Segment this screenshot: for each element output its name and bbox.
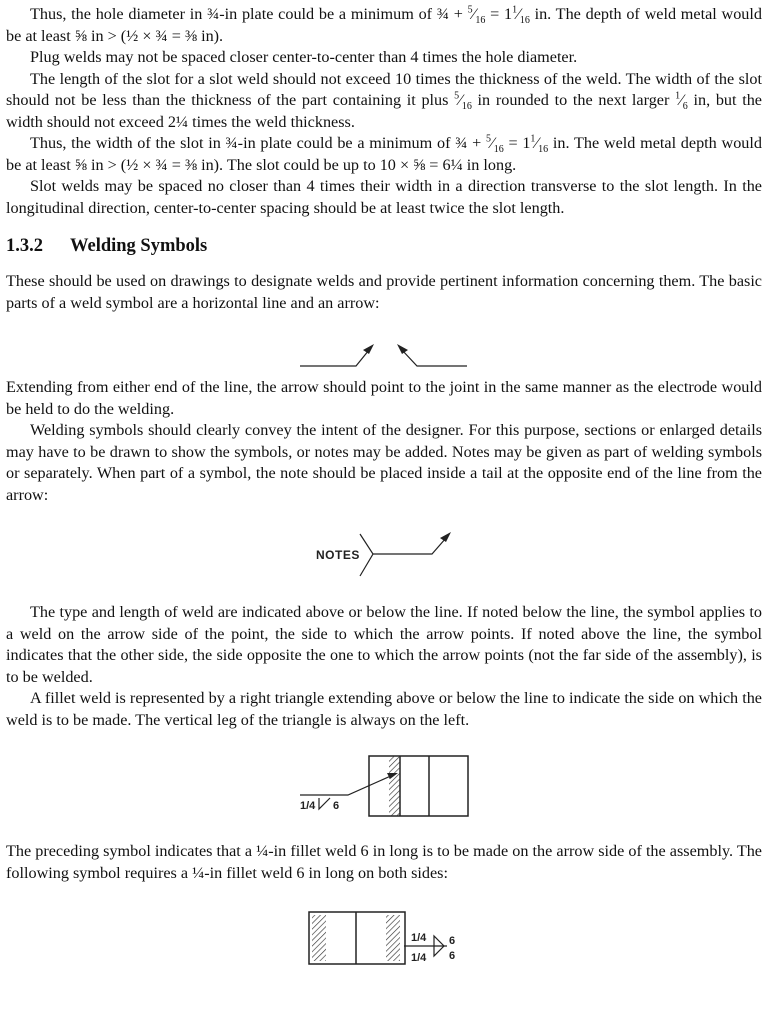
text-run: in rounded to the next larger	[471, 91, 676, 109]
figure-fillet-both-sides	[6, 884, 762, 984]
tail-bracket	[360, 534, 373, 576]
figure-basic-arrows	[6, 314, 762, 377]
weld-size-label: 1/4	[300, 800, 316, 812]
fraction-denominator: 16	[461, 101, 472, 113]
fraction-numerator: 5	[467, 4, 473, 16]
fraction-denominator: 16	[475, 15, 486, 27]
weld-length-label: 6	[333, 800, 340, 812]
arrowhead-left-icon	[397, 344, 408, 354]
paragraph-arrow-direction: Extending from either end of the line, the arrow should point to the joint in the same manner as the electrode would be held to do the welding.	[6, 378, 762, 418]
figure-fillet-arrow-side	[6, 731, 762, 841]
arrowhead-icon	[440, 532, 451, 542]
weld-hatch-left	[312, 915, 326, 961]
paragraph-plug-spacing: Plug welds may not be spaced closer center-to-center than 4 times the hole diameter.	[30, 48, 578, 66]
fraction-one-sixteenth: $^1⁄_6$	[675, 90, 688, 113]
paragraph-fillet-triangle: A fillet weld is represented by a right triangle extending above or below the line to indicate the side on which the weld is to be made. The vertical leg of the triangle is always on the left.	[6, 689, 762, 729]
line-with-arrow-left	[402, 350, 467, 366]
section-number: 1.3.2	[6, 236, 43, 256]
weld-hatch-right	[386, 915, 400, 961]
text-run: Thus, the hole diameter in ¾-in plate could be a minimum of ¾ +	[30, 5, 468, 23]
fraction-denominator: 6	[682, 101, 688, 113]
fraction-numerator: 5	[454, 90, 460, 102]
paragraph-plug-hole-diameter	[6, 4, 762, 47]
section-title: Welding Symbols	[70, 236, 208, 256]
paragraph-weld-side: The type and length of weld are indicated above or below the line. If noted below the line, the symbol applies to a weld on the arrow side of the point, the side to which the arrow points. If noted above the line, the symbol indicates that the other side, the side opposite the one to which the arrow points (not the far side of the assembly), is to be welded.	[6, 603, 762, 686]
text-run: The length of the slot for a slot weld should not exceed 10 times the thickness of the weld. The width of the slot should not be less than the thickness of the part containing it plus	[6, 69, 762, 109]
text-run: Thus, the width of the slot in ¾-in plate could be a minimum of ¾ +	[30, 134, 486, 152]
fraction-five-sixteenths: $^5⁄_{16}$	[467, 4, 486, 27]
assembly-outline	[369, 756, 468, 816]
fraction-numerator: 5	[485, 133, 491, 145]
fraction-denominator: 16	[493, 144, 504, 156]
text-run: = 1	[503, 134, 531, 152]
figure-notes-tail	[6, 506, 762, 602]
fraction-denominator: 16	[519, 15, 530, 27]
fillet-both-sides-drawing	[6, 884, 762, 984]
document-page	[6, 4, 762, 984]
arrowhead-right-icon	[363, 344, 374, 354]
weld-length-top-label: 6	[449, 935, 456, 947]
text-run: in. The weld metal depth would be at least ⅝ in > (½ × ¾ = ⅜ in). The slot could be up to 10 × ⅝ = 6¼ in long.	[6, 134, 762, 174]
fraction-one-sixteenth: $^1⁄_{16}$	[512, 4, 530, 27]
weld-hatch	[389, 756, 400, 816]
text-run: = 1	[485, 5, 513, 23]
fillet-triangle-icon	[319, 798, 330, 809]
basic-arrows-drawing	[6, 314, 762, 377]
reference-line-with-arrow	[300, 775, 393, 795]
text-run: in. The depth of weld metal would be at least ⅝ in > (½ × ¾ = ⅜ in).	[6, 5, 762, 45]
notes-label: NOTES	[316, 548, 360, 562]
notes-tail-drawing	[6, 506, 762, 602]
reference-line-with-arrow	[373, 538, 446, 554]
line-with-arrow-right	[300, 350, 369, 366]
fillet-arrow-side-drawing	[6, 731, 762, 841]
weld-size-bottom-label: 1/4	[411, 952, 427, 964]
weld-length-bottom-label: 6	[449, 950, 456, 962]
fraction-denominator: 16	[538, 144, 549, 156]
fraction-five-sixteenths: $^5⁄_{16}$	[485, 133, 504, 156]
paragraph-slot-spacing: Slot welds may be spaced no closer than 4 times their width in a direction transverse to the slot length. In the longitudinal direction, center-to-center spacing should be at least twice the slot length.	[6, 177, 762, 217]
paragraph-slot-length	[6, 69, 762, 134]
text-run: in, but the width should not exceed 2¼ times the weld thickness.	[6, 91, 762, 131]
fraction-five-sixteenths: $^5⁄_{16}$	[454, 90, 472, 113]
fraction-numerator: 1	[530, 133, 536, 145]
paragraph-slot-width	[6, 133, 762, 176]
paragraph-notes: Welding symbols should clearly convey the intent of the designer. For this purpose, sections or enlarged details may have to be drawn to show the symbols, or notes may be added. Notes may be given as part of welding symbols or separately. When part of a symbol, the note should be placed inside a tail at the opposite end of the line from the arrow:	[6, 421, 762, 504]
section-heading	[6, 235, 762, 257]
fraction-one-sixteenth: $^1⁄_{16}$	[530, 133, 549, 156]
paragraph-fillet-both-sides: The preceding symbol indicates that a ¼-in fillet weld 6 in long is to be made on the arrow side of the assembly. The following symbol requires a ¼-in fillet weld 6 in long on both sides:	[6, 842, 762, 882]
fraction-numerator: 1	[512, 4, 518, 16]
paragraph-symbol-intro: These should be used on drawings to designate welds and provide pertinent information concerning them. The basic parts of a weld symbol are a horizontal line and an arrow:	[6, 272, 762, 312]
weld-size-top-label: 1/4	[411, 932, 427, 944]
fraction-numerator: 1	[675, 90, 681, 102]
